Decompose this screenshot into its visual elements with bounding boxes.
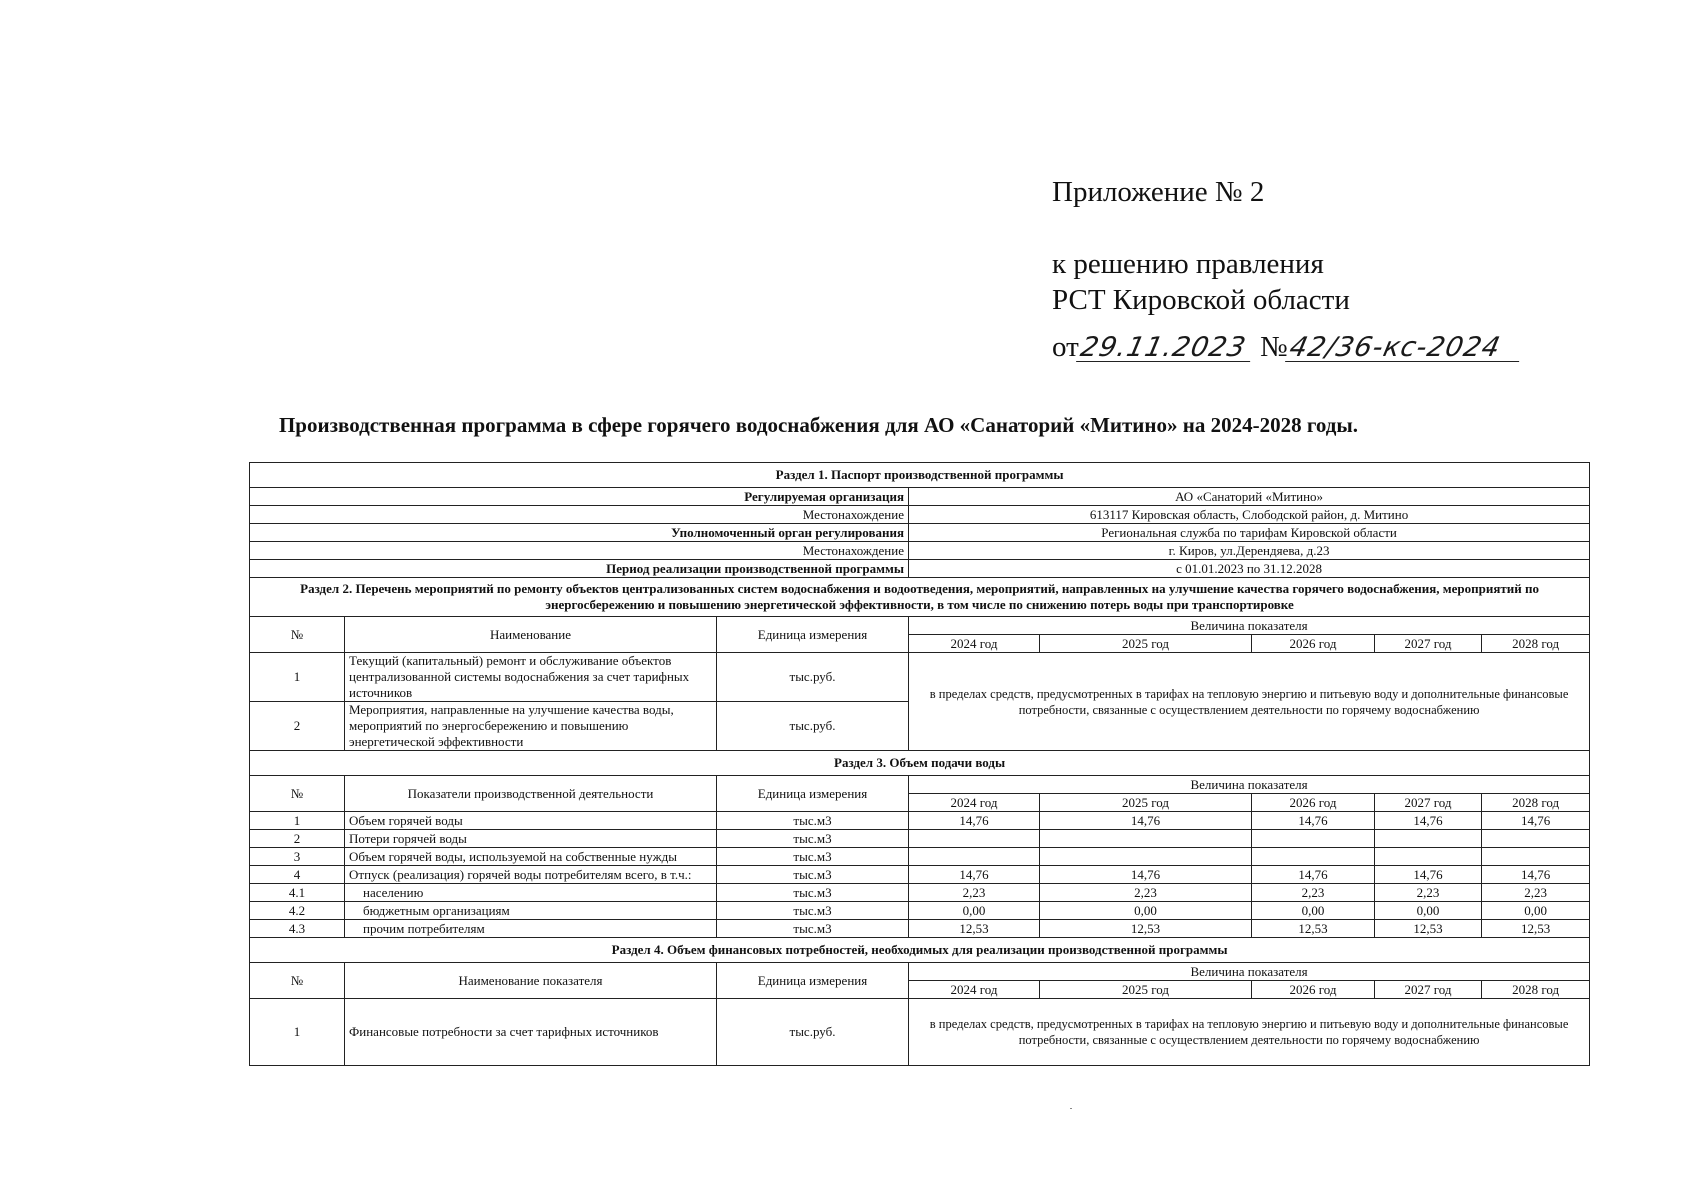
row-name: Объем горячей воды, используемой на собственные нужды [345, 848, 717, 866]
passport-value: 613117 Кировская область, Слободской район, д. Митино [909, 506, 1590, 524]
row-no: 4.3 [250, 920, 345, 938]
row-value [909, 830, 1040, 848]
row-no: 1 [250, 653, 345, 702]
year-header: 2027 год [1375, 794, 1482, 812]
col-unit-header: Единица измерения [717, 617, 909, 653]
row-value: 2,23 [909, 884, 1040, 902]
production-program-table [249, 462, 1590, 1066]
row-value: 14,76 [909, 812, 1040, 830]
year-header: 2026 год [1252, 635, 1375, 653]
year-header: 2024 год [909, 981, 1040, 999]
row-value: 12,53 [909, 920, 1040, 938]
row-value: 12,53 [1375, 920, 1482, 938]
merged-note: в пределах средств, предусмотренных в тарифах на тепловую энергию и питьевую воду и дополнительные финансовые потребности, связанные с осуществлением деятельности по горячему водоснабжению [909, 999, 1590, 1066]
row-value: 0,00 [1375, 902, 1482, 920]
table-row [250, 920, 1590, 938]
passport-value: АО «Санаторий «Митино» [909, 488, 1590, 506]
row-value: 14,76 [1252, 866, 1375, 884]
row-value: 2,23 [1040, 884, 1252, 902]
col-unit-header: Единица измерения [717, 776, 909, 812]
handwritten-number: 42/36-кс-2024 [1285, 334, 1525, 362]
col-name-header: Наименование [345, 617, 717, 653]
table-row [250, 653, 1590, 702]
table-row [250, 999, 1590, 1066]
annex-date-line [1052, 333, 1522, 362]
row-value [1482, 848, 1590, 866]
year-header: 2024 год [909, 794, 1040, 812]
col-no-header: № [250, 963, 345, 999]
section3-title: Раздел 3. Объем подачи воды [250, 751, 1590, 776]
row-value: 0,00 [909, 902, 1040, 920]
number-label: № [1260, 331, 1288, 363]
year-header: 2024 год [909, 635, 1040, 653]
row-value [1482, 830, 1590, 848]
year-header: 2026 год [1252, 981, 1375, 999]
passport-label: Период реализации производственной программы [250, 560, 909, 578]
year-header: 2027 год [1375, 635, 1482, 653]
year-header: 2025 год [1040, 794, 1252, 812]
row-no: 2 [250, 702, 345, 751]
row-value: 2,23 [1375, 884, 1482, 902]
row-value [1252, 848, 1375, 866]
year-header: 2025 год [1040, 635, 1252, 653]
passport-row [250, 506, 1590, 524]
year-header: 2027 год [1375, 981, 1482, 999]
row-name: Мероприятия, направленные на улучшение качества воды, мероприятий по энергосбережению и повышению энергетической эффективности [345, 702, 717, 751]
from-label: от [1052, 331, 1079, 363]
row-unit: тыс.м3 [717, 884, 909, 902]
row-value: 14,76 [1252, 812, 1375, 830]
row-unit: тыс.руб. [717, 702, 909, 751]
col-name-header: Показатели производственной деятельности [345, 776, 717, 812]
row-no: 1 [250, 812, 345, 830]
col-value-header: Величина показателя [909, 617, 1590, 635]
row-name: бюджетным организациям [345, 902, 717, 920]
row-name: Текущий (капитальный) ремонт и обслуживание объектов централизованной системы водоснабжения за счет тарифных источников [345, 653, 717, 702]
row-value: 14,76 [1375, 866, 1482, 884]
passport-row [250, 542, 1590, 560]
table-row [250, 866, 1590, 884]
section2-title: Раздел 2. Перечень мероприятий по ремонту объектов централизованных систем водоснабжения и водоотведения, мероприятий, направленных на улучшение качества горячего водоснабжения, мероприятий по энергосбережению и повышению энергетической эффективности, в том числе по снижению потерь воды при транспортировке [250, 578, 1590, 617]
row-value: 14,76 [1040, 866, 1252, 884]
year-header: 2025 год [1040, 981, 1252, 999]
row-name: Финансовые потребности за счет тарифных источников [345, 999, 717, 1066]
row-no: 4 [250, 866, 345, 884]
row-unit: тыс.м3 [717, 920, 909, 938]
row-value [1040, 848, 1252, 866]
passport-row [250, 524, 1590, 542]
row-value: 12,53 [1252, 920, 1375, 938]
row-value: 14,76 [909, 866, 1040, 884]
annex-line1: к решению правления [1052, 248, 1324, 280]
row-no: 4.1 [250, 884, 345, 902]
annex-line2: РСТ Кировской области [1052, 284, 1350, 316]
row-value: 14,76 [1040, 812, 1252, 830]
row-no: 3 [250, 848, 345, 866]
row-value: 14,76 [1482, 866, 1590, 884]
row-no: 2 [250, 830, 345, 848]
scan-speck [1070, 1108, 1072, 1109]
row-name: Объем горячей воды [345, 812, 717, 830]
section1-title: Раздел 1. Паспорт производственной программы [250, 463, 1590, 488]
handwritten-date: 29.11.2023 [1076, 334, 1256, 362]
row-value: 0,00 [1252, 902, 1375, 920]
col-value-header: Величина показателя [909, 776, 1590, 794]
row-value [1375, 848, 1482, 866]
document-title: Производственная программа в сфере горячего водоснабжения для АО «Санаторий «Митино» на 2024-2028 годы. [278, 413, 1359, 437]
row-value: 2,23 [1482, 884, 1590, 902]
year-header: 2028 год [1482, 635, 1590, 653]
col-no-header: № [250, 617, 345, 653]
col-unit-header: Единица измерения [717, 963, 909, 999]
passport-value: Региональная служба по тарифам Кировской области [909, 524, 1590, 542]
row-value [909, 848, 1040, 866]
table-row [250, 902, 1590, 920]
table-row [250, 812, 1590, 830]
col-no-header: № [250, 776, 345, 812]
section4-title: Раздел 4. Объем финансовых потребностей, необходимых для реализации производственной программы [250, 938, 1590, 963]
row-value: 0,00 [1482, 902, 1590, 920]
col-value-header: Величина показателя [909, 963, 1590, 981]
row-value [1375, 830, 1482, 848]
annex-title: Приложение № 2 [1052, 176, 1265, 208]
row-name: Потери горячей воды [345, 830, 717, 848]
merged-note: в пределах средств, предусмотренных в тарифах на тепловую энергию и питьевую воду и дополнительные финансовые потребности, связанные с осуществлением деятельности по горячему водоснабжению [909, 653, 1590, 751]
passport-row [250, 560, 1590, 578]
col-name-header: Наименование показателя [345, 963, 717, 999]
table-row [250, 830, 1590, 848]
row-unit: тыс.м3 [717, 848, 909, 866]
passport-label: Уполномоченный орган регулирования [250, 524, 909, 542]
row-value: 12,53 [1482, 920, 1590, 938]
row-name: Отпуск (реализация) горячей воды потребителям всего, в т.ч.: [345, 866, 717, 884]
row-unit: тыс.м3 [717, 902, 909, 920]
row-value: 12,53 [1040, 920, 1252, 938]
row-unit: тыс.м3 [717, 866, 909, 884]
table-row [250, 884, 1590, 902]
passport-label: Регулируемая организация [250, 488, 909, 506]
row-value: 14,76 [1375, 812, 1482, 830]
row-no: 4.2 [250, 902, 345, 920]
row-value [1040, 830, 1252, 848]
row-no: 1 [250, 999, 345, 1066]
passport-value: г. Киров, ул.Дерендяева, д.23 [909, 542, 1590, 560]
year-header: 2026 год [1252, 794, 1375, 812]
row-value: 14,76 [1482, 812, 1590, 830]
row-unit: тыс.руб. [717, 999, 909, 1066]
table-row [250, 848, 1590, 866]
row-name: населению [345, 884, 717, 902]
passport-row [250, 488, 1590, 506]
year-header: 2028 год [1482, 981, 1590, 999]
row-unit: тыс.м3 [717, 812, 909, 830]
row-value: 0,00 [1040, 902, 1252, 920]
passport-value: с 01.01.2023 по 31.12.2028 [909, 560, 1590, 578]
year-header: 2028 год [1482, 794, 1590, 812]
passport-label: Местонахождение [250, 542, 909, 560]
row-value [1252, 830, 1375, 848]
row-unit: тыс.м3 [717, 830, 909, 848]
row-name: прочим потребителям [345, 920, 717, 938]
passport-label: Местонахождение [250, 506, 909, 524]
row-unit: тыс.руб. [717, 653, 909, 702]
row-value: 2,23 [1252, 884, 1375, 902]
